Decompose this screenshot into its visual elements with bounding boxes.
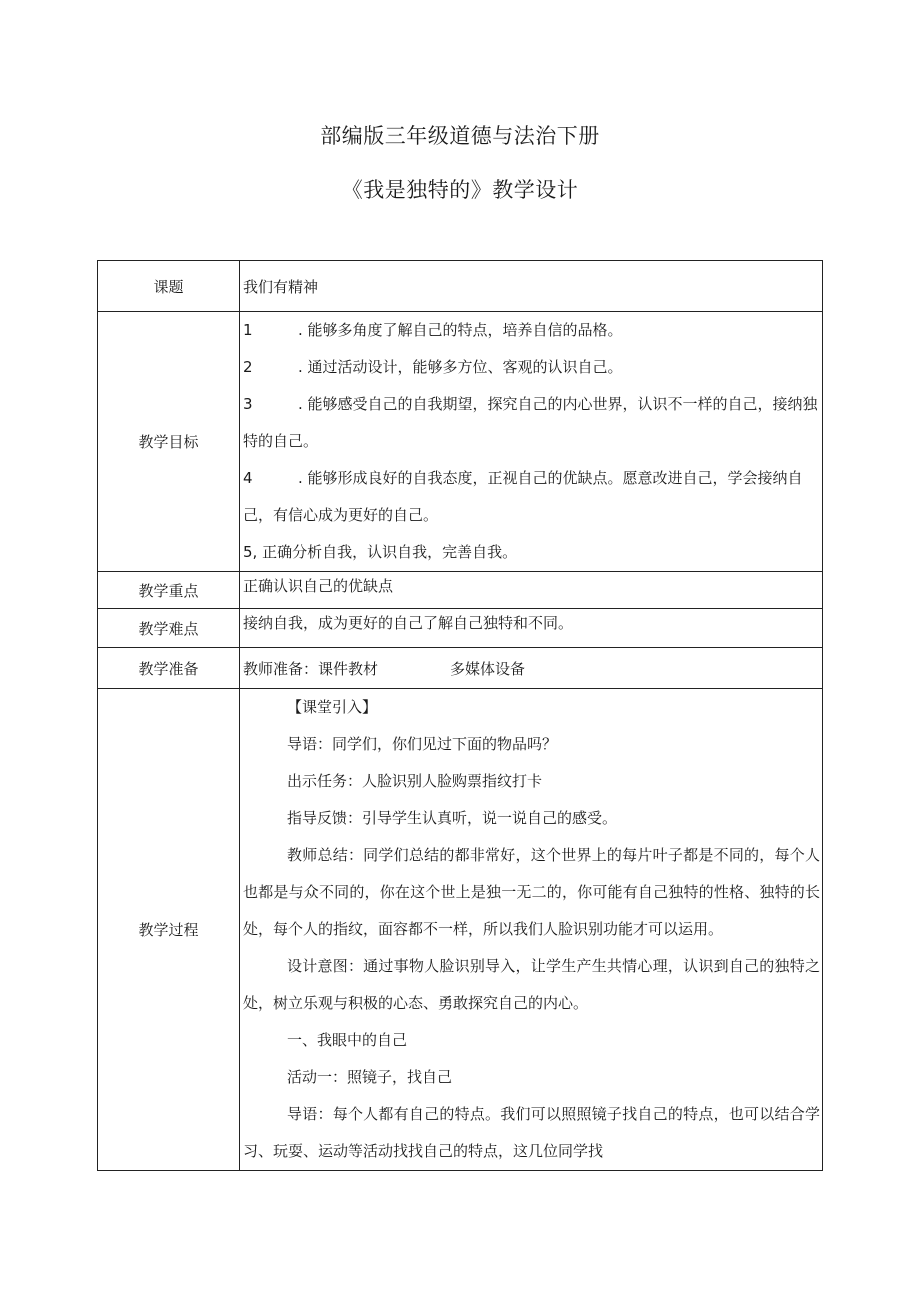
- process-paragraph: 出示任务：人脸识别人脸购票指纹打卡: [287, 772, 543, 790]
- process-content: [240, 689, 823, 1171]
- key-point-value: 正确认识自己的优缺点: [240, 572, 823, 609]
- preparation-value: 教师准备：课件教材 多媒体设备: [240, 648, 823, 689]
- table-row-goals: [98, 312, 823, 572]
- goal-item-1: 1 . 能够多角度了解自己的特点，培养自信的品格。: [243, 321, 623, 339]
- table-row-difficulty: [98, 609, 823, 648]
- goal-item-5: 5, 正确分析自我，认识自我，完善自我。: [243, 543, 518, 561]
- process-paragraph: 指导反馈：引导学生认真听，说一说自己的感受。: [287, 809, 618, 827]
- document-title-line2: 《我是独特的》教学设计: [341, 178, 579, 202]
- document-title-line1: 部编版三年级道德与法治下册: [320, 124, 600, 148]
- table-row-key-point: [98, 572, 823, 609]
- goal-item-2: 2 . 通过活动设计，能够多方位、客观的认识自己。: [243, 358, 623, 376]
- preparation-label: 教学准备: [98, 648, 240, 689]
- table-row-topic: [98, 261, 823, 312]
- goal-item-4: 4 . 能够形成良好的自我态度，正视自己的优缺点。愿意改进自己，学会接纳自己，有信心成为更好的自己。: [243, 469, 803, 524]
- difficulty-label: 教学难点: [98, 609, 240, 648]
- process-paragraph: 教师总结：同学们总结的都非常好，这个世界上的每片叶子都是不同的，每个人也都是与众不同的，你在这个世上是独一无二的，你可能有自己独特的性格、独特的长处，每个人的指纹，面容都不一样，所以我们人脸识别功能才可以运用。: [243, 846, 820, 938]
- table-row-process: [98, 689, 823, 1171]
- goals-list: [240, 312, 823, 572]
- process-paragraph: 导语：同学们，你们见过下面的物品吗？: [287, 735, 558, 753]
- process-paragraph: 【课堂引入】: [287, 698, 378, 716]
- topic-value: 我们有精神: [240, 261, 823, 312]
- process-label: 教学过程: [98, 689, 240, 1171]
- lesson-plan-table: [97, 260, 823, 1171]
- process-paragraph: 设计意图：通过事物人脸识别导入，让学生产生共情心理，认识到自己的独特之处，树立乐观与积极的心态、勇敢探究自己的内心。: [243, 957, 820, 1012]
- key-point-label: 教学重点: [98, 572, 240, 609]
- process-paragraph: 导语：每个人都有自己的特点。我们可以照照镜子找自己的特点，也可以结合学习、玩耍、运动等活动找找自己的特点，这几位同学找: [243, 1105, 820, 1160]
- process-paragraph: 一、我眼中的自己: [287, 1031, 408, 1049]
- difficulty-value: 接纳自我，成为更好的自己了解自己独特和不同。: [240, 609, 823, 648]
- table-row-preparation: [98, 648, 823, 689]
- goals-label: 教学目标: [98, 312, 240, 572]
- topic-label: 课题: [98, 261, 240, 312]
- goal-item-3: 3 . 能够感受自己的自我期望，探究自己的内心世界，认识不一样的自己，接纳独特的自己。: [243, 395, 818, 450]
- process-paragraph: 活动一：照镜子，找自己: [287, 1068, 453, 1086]
